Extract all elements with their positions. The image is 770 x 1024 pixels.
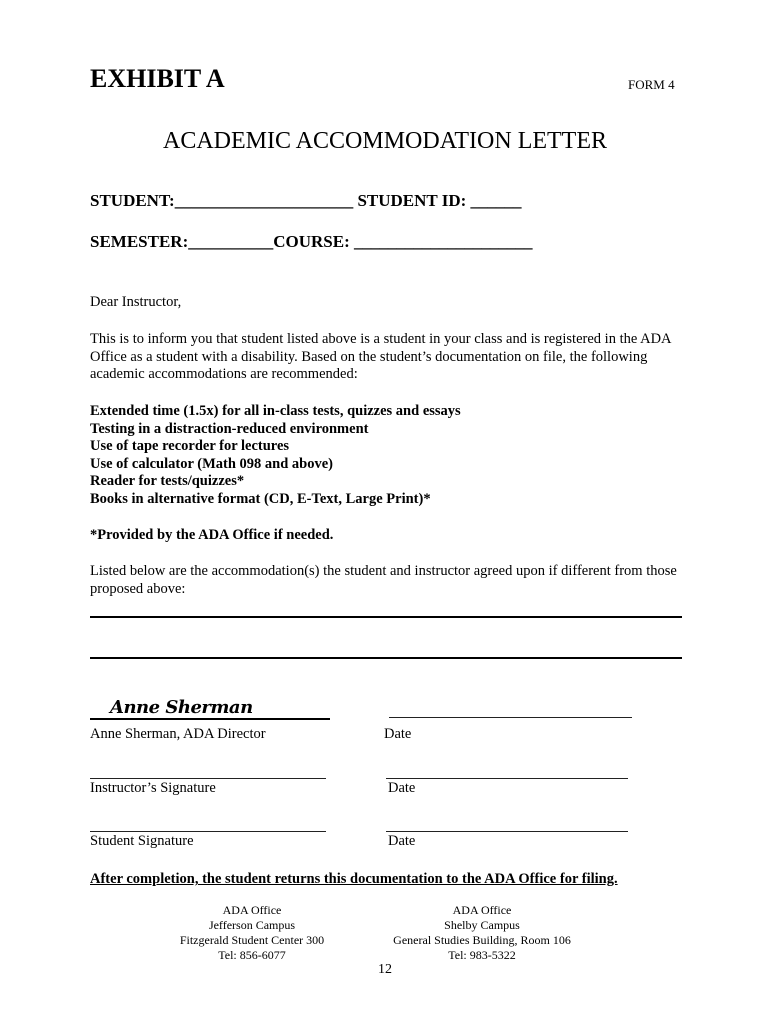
instructor-signature-label: Instructor’s Signature — [90, 780, 216, 796]
student-row — [90, 191, 522, 211]
student-signature-line[interactable] — [90, 831, 326, 832]
office-phone: Tel: 983-5322 — [448, 948, 516, 962]
list-item: Books in alternative format (CD, E-Text, Large Print)* — [90, 490, 431, 507]
office-campus: Jefferson Campus — [208, 918, 296, 932]
office-location: Fitzgerald Student Center 300 — [179, 933, 325, 947]
instructor-date-line[interactable] — [386, 778, 628, 779]
list-item: Reader for tests/quizzes* — [90, 473, 245, 489]
agreement-line-2[interactable] — [90, 657, 682, 659]
instructor-date-label: Date — [388, 780, 416, 796]
course-field[interactable]: COURSE: _____________________ — [273, 232, 533, 251]
form-number: FORM 4 — [628, 77, 675, 92]
director-signature: Anne Sherman — [110, 697, 253, 718]
footnote: *Provided by the ADA Office if needed. — [90, 527, 334, 543]
page-number: 12 — [378, 962, 392, 977]
office-campus: Shelby Campus — [444, 918, 520, 932]
greeting: Dear Instructor, — [90, 294, 182, 310]
student-date-label: Date — [388, 833, 416, 849]
instructor-signature-line[interactable] — [90, 778, 326, 779]
accommodation-list — [90, 403, 461, 508]
semester-field[interactable]: SEMESTER:__________ — [90, 232, 274, 251]
office-location: General Studies Building, Room 106 — [393, 933, 571, 947]
director-label: Anne Sherman, ADA Director — [90, 726, 266, 742]
list-item: Extended time (1.5x) for all in-class tests, quizzes and essays — [90, 403, 461, 419]
document-title: ACADEMIC ACCOMMODATION LETTER — [163, 128, 607, 154]
jefferson-office-block — [152, 903, 352, 963]
director-signature-line[interactable] — [90, 718, 330, 720]
intro-paragraph: This is to inform you that student listed above is a student in your class and is registered in the ADA Office as a student with a disability. Based on the student’s documentation on file, the following academic accommodations are recommended: — [90, 331, 671, 382]
student-field[interactable]: STUDENT:_____________________ — [90, 191, 354, 210]
student-date-line[interactable] — [386, 831, 628, 832]
alternate-intro: Listed below are the accommodation(s) the student and instructor agreed upon if different from those proposed above: — [90, 563, 677, 597]
director-date-line[interactable] — [389, 717, 632, 718]
exhibit-heading: EXHIBIT A — [90, 64, 225, 93]
closing-instruction: After completion, the student returns this documentation to the ADA Office for filing. — [90, 871, 618, 887]
director-date-label: Date — [384, 726, 412, 742]
student-signature-label: Student Signature — [90, 833, 194, 849]
list-item: Use of tape recorder for lectures — [90, 438, 290, 454]
list-item: Testing in a distraction-reduced environment — [90, 420, 369, 437]
office-phone: Tel: 856-6077 — [218, 948, 286, 962]
office-name: ADA Office — [222, 903, 282, 917]
shelby-office-block — [372, 903, 592, 963]
office-name: ADA Office — [452, 903, 512, 917]
semester-row — [90, 232, 533, 252]
list-item: Use of calculator (Math 098 and above) — [90, 455, 333, 472]
student-id-field[interactable]: STUDENT ID: ______ — [357, 191, 522, 210]
agreement-line-1[interactable] — [90, 616, 682, 618]
